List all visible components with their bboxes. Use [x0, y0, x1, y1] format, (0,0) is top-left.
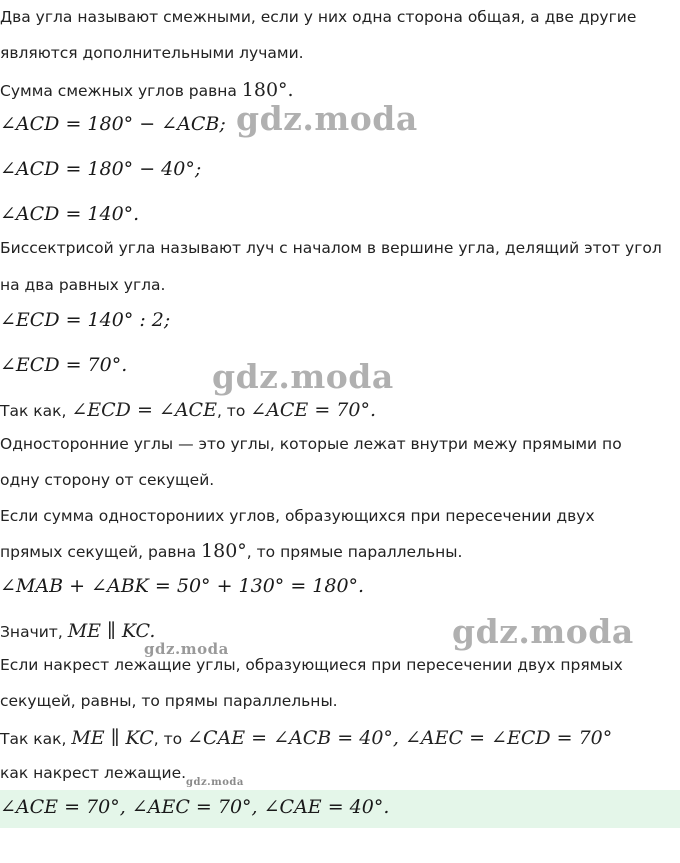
- text-fragment: Значит,: [0, 623, 68, 641]
- text-line-21: как накрест лежащие.: [0, 764, 187, 782]
- math-fragment: 180°.: [241, 79, 294, 101]
- math-fragment: ME ∥ KC.: [67, 620, 156, 642]
- watermark-3: gdz.moda: [144, 640, 229, 658]
- watermark-4: gdz.moda: [452, 612, 634, 651]
- answer-line: ∠ACE = 70°, ∠AEC = 70°, ∠CAE = 40°.: [0, 796, 390, 818]
- math-fragment: 180°: [201, 540, 247, 562]
- text-fragment: прямых секущей, равна: [0, 543, 202, 561]
- text-line-13: одну сторону от секущей.: [0, 471, 215, 489]
- math-line-9: ∠ECD = 140° : 2;: [0, 309, 171, 331]
- text-line-7: Биссектрисой угла называют луч с началом в вершине угла, делящий этот угол: [0, 239, 662, 257]
- watermark-2: gdz.moda: [212, 357, 394, 396]
- text-line-20: [0, 727, 612, 749]
- text-fragment: Сумма смежных углов равна: [0, 82, 242, 100]
- text-fragment: Так как,: [0, 402, 72, 420]
- text-line-14: Если сумма односторониих углов, образующихся при пересечении двух: [0, 507, 595, 525]
- text-line-17: [0, 620, 155, 642]
- text-line-12: Односторонние углы — это углы, которые лежат внутри межу прямыми по: [0, 435, 622, 453]
- watermark-5: gdz.moda: [186, 777, 244, 788]
- math-fragment: ME ∥ KC: [71, 727, 154, 749]
- math-fragment: ∠ACE = 70°.: [250, 399, 377, 421]
- math-line-4: ∠ACD = 180° − ∠ACB;: [0, 113, 226, 135]
- math-fragment: ∠CAE = ∠ACB = 40°, ∠AEC = ∠ECD = 70°: [187, 727, 613, 749]
- text-line-11: [0, 399, 376, 421]
- text-line-1: Два угла называют смежными, если у них одна сторона общая, а две другие: [0, 8, 637, 26]
- math-line-16: ∠MAB + ∠ABK = 50° + 130° = 180°.: [0, 575, 365, 597]
- text-line-18: Если накрест лежащие углы, образующиеся при пересечении двух прямых: [0, 656, 623, 674]
- text-line-8: на два равных угла.: [0, 276, 166, 294]
- text-line-15: [0, 540, 462, 562]
- text-fragment: , то: [216, 402, 251, 420]
- math-line-5: ∠ACD = 180° − 40°;: [0, 158, 202, 180]
- math-line-6: ∠ACD = 140°.: [0, 203, 140, 225]
- text-fragment: , то: [153, 730, 188, 748]
- text-line-2: являются дополнительными лучами.: [0, 44, 304, 62]
- answer-highlight: [0, 790, 680, 828]
- text-line-3: [0, 79, 294, 101]
- math-line-10: ∠ECD = 70°.: [0, 354, 128, 376]
- watermark-1: gdz.moda: [236, 99, 418, 138]
- text-line-19: секущей, равны, то прямы параллельны.: [0, 692, 338, 710]
- text-fragment: , то прямые параллельны.: [246, 543, 463, 561]
- math-fragment: ∠ECD = ∠ACE: [71, 399, 217, 421]
- text-fragment: Так как,: [0, 730, 72, 748]
